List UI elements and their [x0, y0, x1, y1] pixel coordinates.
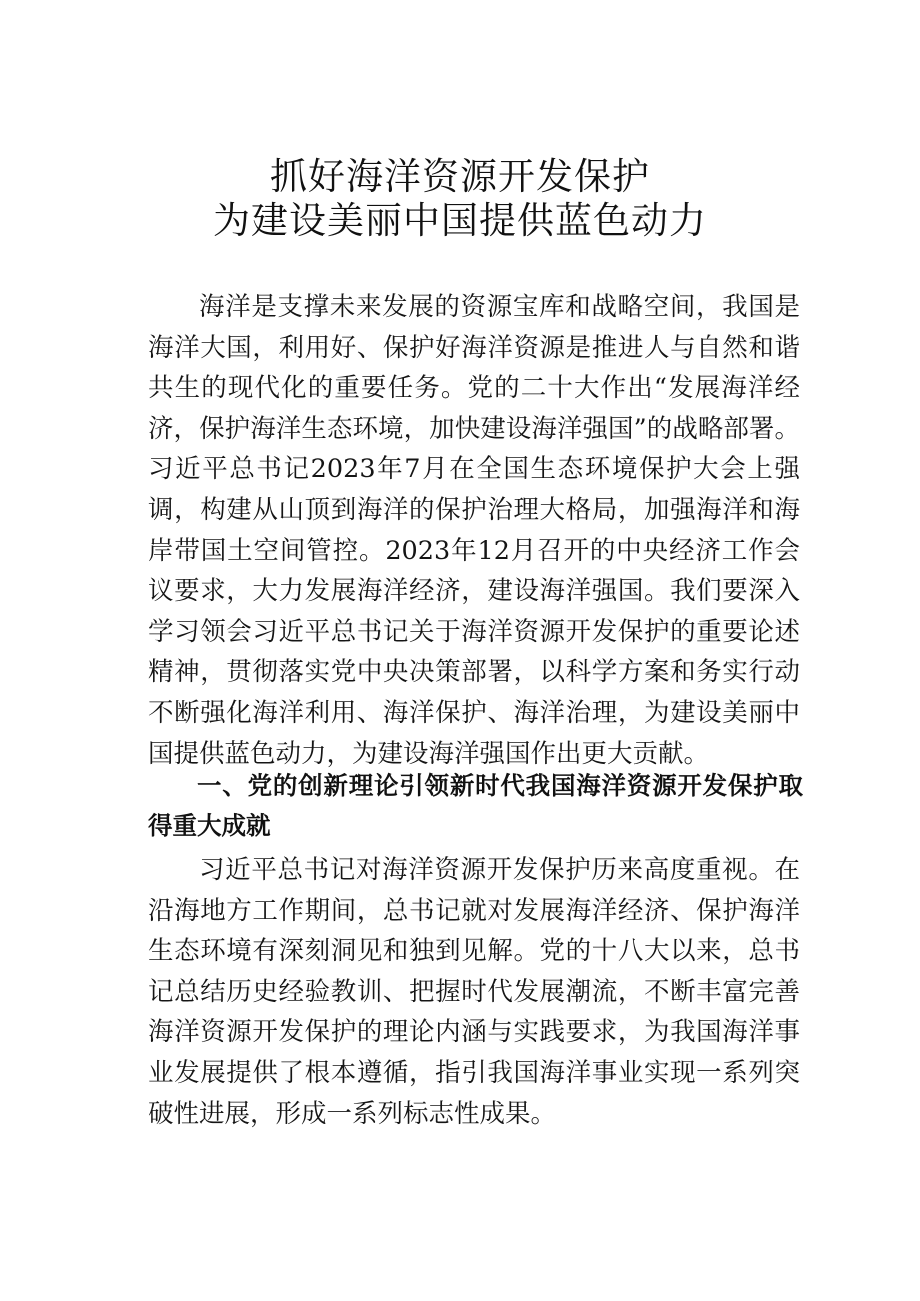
section-1-paragraph: 习近平总书记对海洋资源开发保护历来高度重视。在沿海地方工作期间，总书记就对发展海洋经济、保护海洋生态环境有深刻洞见和独到见解。党的十八大以来，总书记总结历史经验教训、把握时代发展潮流，不断丰富完善海洋资源开发保护的理论内涵与实践要求，为我国海洋事业发展提供了根本遵循，指引我国海洋事业实现一系列突破性进展，形成一系列标志性成果。 — [148, 855, 800, 1129]
section-heading-1: 一、党的创新理论引领新时代我国海洋资源开发保护取得重大成就 — [148, 771, 803, 840]
document-title-line-1: 抓好海洋资源开发保护 — [270, 155, 650, 198]
intro-paragraph: 海洋是支撑未来发展的资源宝库和战略空间，我国是海洋大国，利用好、保护好海洋资源是推进人与自然和谐共生的现代化的重要任务。党的二十大作出“发展海洋经济，保护海洋生态环境，加快建设海洋强国”的战略部署。习近平总书记2023年7月在全国生态环境保护大会上强调，构建从山顶到海洋的保护治理大格局，加强海洋和海岸带国土空间管控。2023年12月召开的中央经济工作会议要求，大力发展海洋经济，建设海洋强国。我们要深入学习领会习近平总书记关于海洋资源开发保护的重要论述精神，贯彻落实党中央决策部署，以科学方案和务实行动不断强化海洋利用、海洋保护、海洋治理，为建设美丽中国提供蓝色动力，为建设海洋强国作出更大贡献。 — [148, 292, 800, 769]
document-title-line-2: 为建设美丽中国提供蓝色动力 — [213, 199, 707, 242]
